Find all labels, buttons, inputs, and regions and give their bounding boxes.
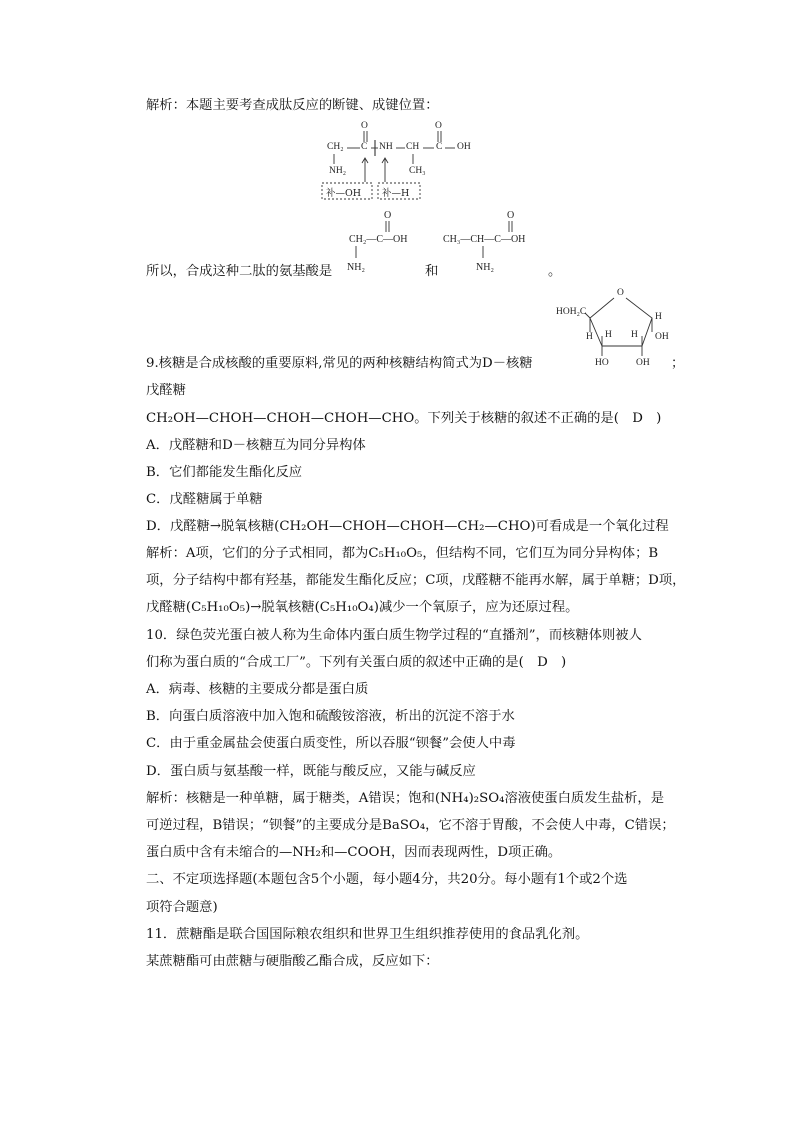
dipeptide-box-right: 补—H <box>382 188 410 199</box>
ribose-o: O <box>617 288 624 298</box>
dipeptide-oh: OH <box>457 142 471 152</box>
ribose-h-mid1: H <box>605 330 612 340</box>
q9-stem-c: CH₂OH—CHOH—CHOH—CHOH—CHO。下列关于核糖的叙述不正确的是( D ) <box>146 411 662 426</box>
glycine-main: CH₂—C—OH <box>349 234 408 245</box>
ribose-h-mid2: H <box>631 330 638 340</box>
q10-option-d: D．蛋白质与氨基酸一样，既能与酸反应，又能与碱反应 <box>146 764 476 779</box>
dipeptide-ch2: CH₂ <box>327 142 344 152</box>
dipeptide-ch3: CH₃ <box>409 166 426 176</box>
q9-analysis-2: 项，分子结构中都有羟基，都能发生酯化反应；C项，戊醛糖不能再水解，属于单糖；D项， <box>146 573 686 588</box>
dipeptide-ch: CH <box>406 142 420 152</box>
q10-option-a: A．病毒、核糖的主要成分都是蛋白质 <box>146 682 369 697</box>
ribose-ho-1: HO <box>595 358 609 368</box>
q11-stem-1: 11．蔗糖酯是联合国国际粮农组织和世界卫生组织推荐使用的食品乳化剂。 <box>146 927 589 942</box>
q10-stem-2: 们称为蛋白质的“合成工厂”。下列有关蛋白质的叙述中正确的是( D ) <box>146 655 567 670</box>
section2-heading-1: 二、不定项选择题(本题包含5个小题，每小题4分，共20分。每小题有1个或2个选 <box>146 872 628 887</box>
q10-analysis-1: 解析：核糖是一种单糖，属于糖类，A错误；饱和(NH₄)₂SO₄溶液使蛋白质发生盐析，是 <box>146 791 665 806</box>
q10-stem-1: 10．绿色荧光蛋白被人称为生命体内蛋白质生物学过程的“直播剂”，而核糖体则被人 <box>146 628 642 643</box>
q9-stem-b: 戊醛糖 <box>146 383 186 398</box>
ribose-oh-2: OH <box>636 358 650 368</box>
q8-conj: 和 <box>425 264 439 279</box>
glycine-o: O <box>384 210 392 221</box>
q10-option-c: C．由于重金属盐会使蛋白质变性，所以吞服“钡餐”会使人中毒 <box>146 736 516 751</box>
q10-analysis-3: 蛋白质中含有未缩合的—NH₂和—COOH，因而表现两性，D项正确。 <box>146 845 562 860</box>
q10-analysis-2: 可逆过程，B错误；“钡餐”的主要成分是BaSO₄，它不溶于胃酸，不会使人中毒，C错误； <box>146 818 675 833</box>
ribose-h-right: H <box>655 312 662 322</box>
dipeptide-box-left: 补—OH <box>326 188 362 199</box>
section2-heading-2: 项符合题意) <box>146 900 218 915</box>
dipeptide-nh2: NH₂ <box>329 166 347 176</box>
dipeptide-o1: O <box>361 121 368 131</box>
q9-option-d: D．戊醛糖→脱氧核糖(CH₂OH—CHOH—CHOH—CH₂—CHO)可看成是一个氧化过程 <box>146 519 669 534</box>
glycine-nh2: NH₂ <box>347 262 365 273</box>
q8-analysis-intro: 解析：本题主要考查成肽反应的断键、成键位置： <box>146 98 439 113</box>
alanine-o: O <box>507 210 515 221</box>
dipeptide-c2: C <box>436 142 443 152</box>
ribose-hoh2c: HOH₂C <box>556 307 587 317</box>
q8-end: 。 <box>548 264 562 279</box>
dipeptide-c1: C <box>361 142 368 152</box>
q10-option-b: B．向蛋白质溶液中加入饱和硫酸铵溶液，析出的沉淀不溶于水 <box>146 709 515 724</box>
dipeptide-nh: NH <box>379 142 393 152</box>
ribose-h-left: H <box>586 332 593 342</box>
q9-stem-a: 9.核糖是合成核酸的重要原料,常见的两种核糖结构简式为D－核糖 <box>146 356 533 371</box>
q9-option-a: A．戊醛糖和D－核糖互为同分异构体 <box>146 438 366 453</box>
q9-analysis-1: 解析：A项，它们的分子式相同，都为C₅H₁₀O₅，但结构不同，它们互为同分异构体；B <box>146 546 659 561</box>
q9-analysis-3: 戊醛糖(C₅H₁₀O₅)→脱氧核糖(C₅H₁₀O₄)减少一个氧原子，应为还原过程。 <box>146 600 579 615</box>
alanine-main: CH₃—CH—C—OH <box>443 234 526 245</box>
dipeptide-o2: O <box>435 121 442 131</box>
q8-conclusion-prefix: 所以，合成这种二肽的氨基酸是 <box>146 264 333 279</box>
ribose-oh-3: OH <box>655 332 669 342</box>
q9-option-b: B．它们都能发生酯化反应 <box>146 465 303 480</box>
q11-stem-2: 某蔗糖酯可由蔗糖与硬脂酸乙酯合成，反应如下： <box>146 954 439 969</box>
q9-option-c: C．戊醛糖属于单糖 <box>146 492 263 507</box>
q9-semicolon: ； <box>671 356 685 371</box>
alanine-nh2: NH₂ <box>476 262 494 273</box>
